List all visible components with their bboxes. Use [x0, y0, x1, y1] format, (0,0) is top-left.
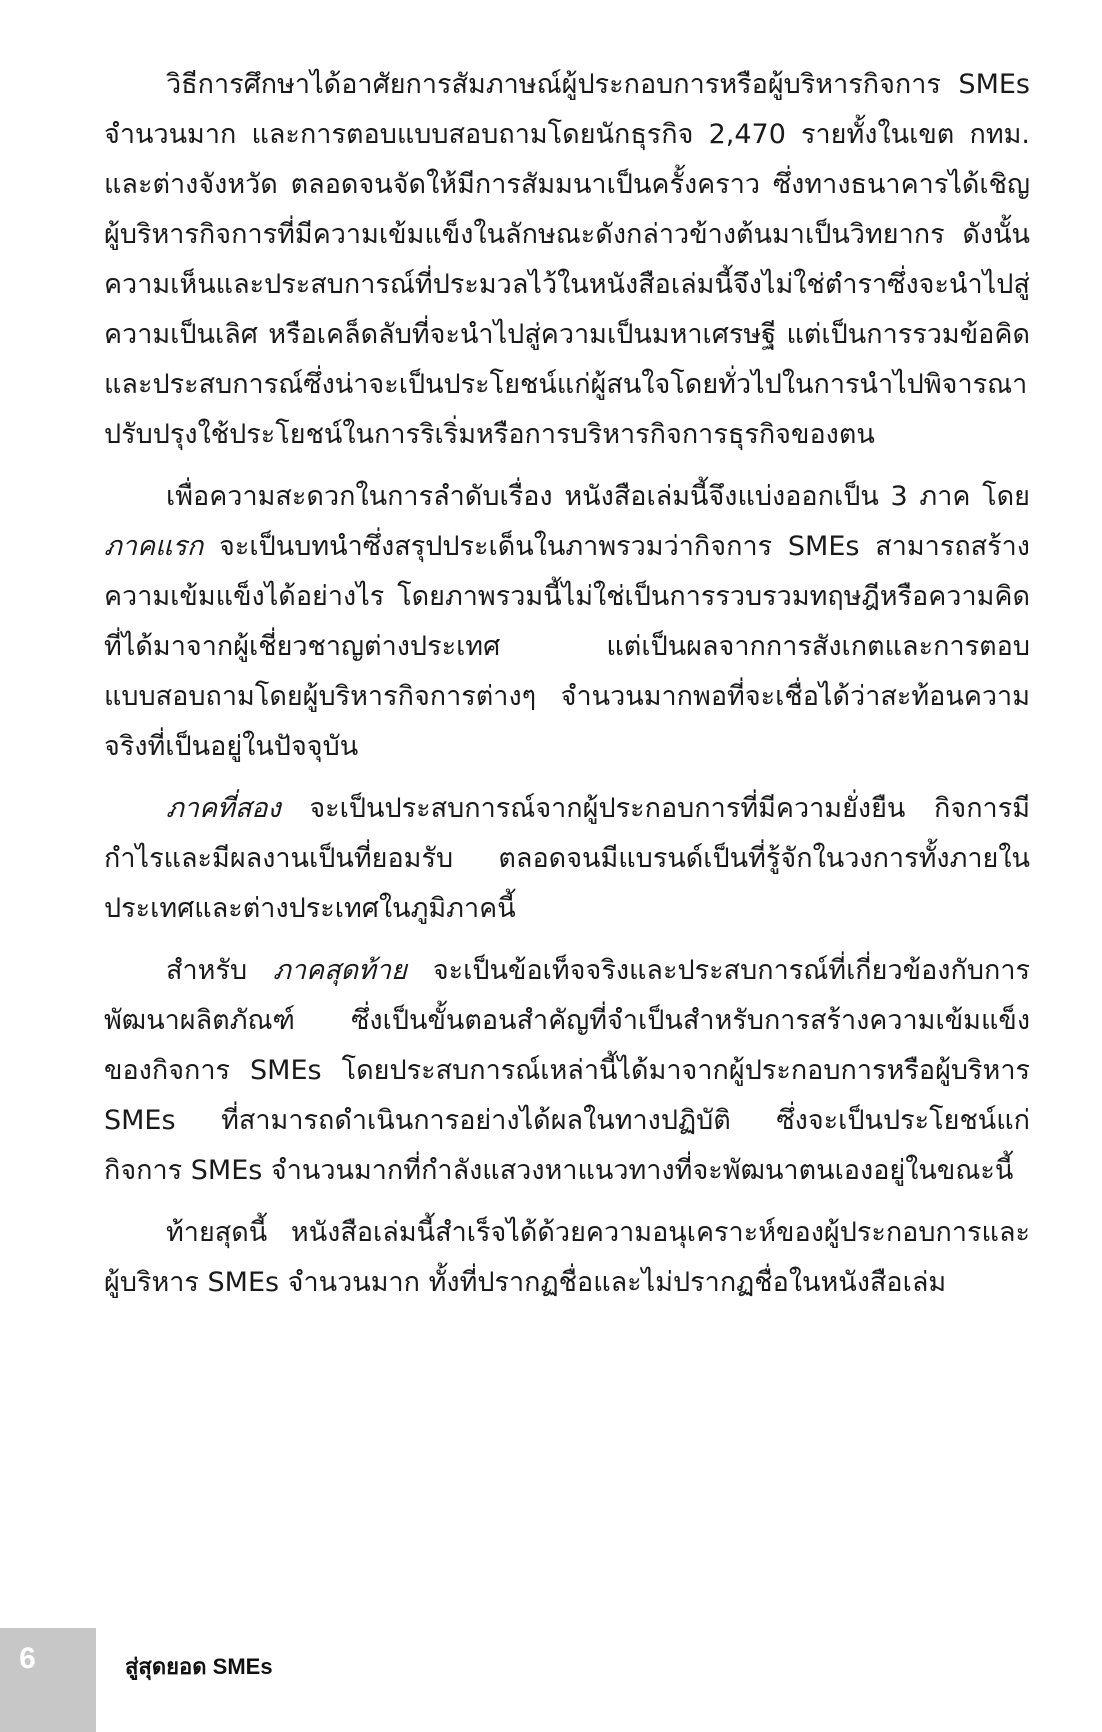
paragraph-part-two — [104, 784, 1030, 934]
paragraph-text: สำหรับ — [166, 955, 274, 986]
part-one-label: ภาคแรก — [104, 531, 204, 562]
page-number-box — [0, 1628, 96, 1732]
paragraph-text: จะเป็นบทนำซึ่งสรุปประเด็นในภาพรวมว่ากิจการ SMEs สามารถสร้างความเข้มแข็งได้อย่างไร โดยภาพรวมนี้ไม่ใช่เป็นการรวบรวมทฤษฎีหรือความคิดที่ได้มาจากผู้เชี่ยวชาญต่างประเทศ แต่เป็นผลจากการสังเกตและการตอบแบบสอบถามโดยผู้บริหารกิจการต่างๆ จำนวนมากพอที่จะเชื่อได้ว่าสะท้อนความจริงที่เป็นอยู่ในปัจจุบัน — [104, 531, 1030, 762]
paragraph-acknowledgement — [104, 1208, 1030, 1308]
running-title: สู่สุดยอด SMEs — [125, 1654, 273, 1679]
body-text — [104, 60, 1030, 1320]
paragraph-methodology — [104, 60, 1030, 460]
paragraph-text: วิธีการศึกษาได้อาศัยการสัมภาษณ์ผู้ประกอบการหรือผู้บริหารกิจการ SMEs จำนวนมาก และการตอบแบบสอบถามโดยนักธุรกิจ 2,470 รายทั้งในเขต กทม. และต่างจังหวัด ตลอดจนจัดให้มีการสัมมนาเป็นครั้งคราว ซึ่งทางธนาคารได้เชิญผู้บริหารกิจการที่มีความเข้มแข็งในลักษณะดังกล่าวข้างต้นมาเป็นวิทยากร ดังนั้นความเห็นและประสบการณ์ที่ประมวลไว้ในหนังสือเล่มนี้จึงไม่ใช่ตำราซึ่งจะนำไปสู่ความเป็นเลิศ หรือเคล็ดลับที่จะนำไปสู่ความเป็นมหาเศรษฐี แต่เป็นการรวมข้อคิดและประสบการณ์ซึ่งน่าจะเป็นประโยชน์แก่ผู้สนใจโดยทั่วไปในการนำไปพิจารณาปรับปรุงใช้ประโยชน์ในการริเริ่มหรือการบริหารกิจการธุรกิจของตน — [104, 69, 1030, 450]
paragraph-text: จะเป็นประสบการณ์จากผู้ประกอบการที่มีความยั่งยืน กิจการมีกำไรและมีผลงานเป็นที่ยอมรับ ตลอดจนมีแบรนด์เป็นที่รู้จักในวงการทั้งภายในประเทศและต่างประเทศในภูมิภาคนี้ — [104, 793, 1030, 924]
paragraph-book-structure — [104, 472, 1030, 772]
page-number: 6 — [19, 1642, 36, 1675]
paragraph-text: เพื่อความสะดวกในการลำดับเรื่อง หนังสือเล่มนี้จึงแบ่งออกเป็น 3 ภาค โดย — [166, 481, 1030, 512]
part-two-label: ภาคที่สอง — [166, 793, 281, 824]
paragraph-text: จะเป็นข้อเท็จจริงและประสบการณ์ที่เกี่ยวข้องกับการพัฒนาผลิตภัณฑ์ ซึ่งเป็นขั้นตอนสำคัญที่จำเป็นสำหรับการสร้างความเข้มแข็งของกิจการ SMEs โดยประสบการณ์เหล่านี้ได้มาจากผู้ประกอบการหรือผู้บริหาร SMEs ที่สามารถดำเนินการอย่างได้ผลในทางปฏิบัติ ซึ่งจะเป็นประโยชน์แก่กิจการ SMEs จำนวนมากที่กำลังแสวงหาแนวทางที่จะพัฒนาตนเองอยู่ในขณะนี้ — [104, 955, 1030, 1186]
paragraph-text: ท้ายสุดนี้ หนังสือเล่มนี้สำเร็จได้ด้วยความอนุเคราะห์ของผู้ประกอบการและผู้บริหาร SMEs จำนวนมาก ทั้งที่ปรากฏชื่อและไม่ปรากฏชื่อในหนังสือเล่ม — [104, 1217, 1030, 1298]
paragraph-part-final — [104, 946, 1030, 1196]
part-final-label: ภาคสุดท้าย — [273, 955, 407, 986]
